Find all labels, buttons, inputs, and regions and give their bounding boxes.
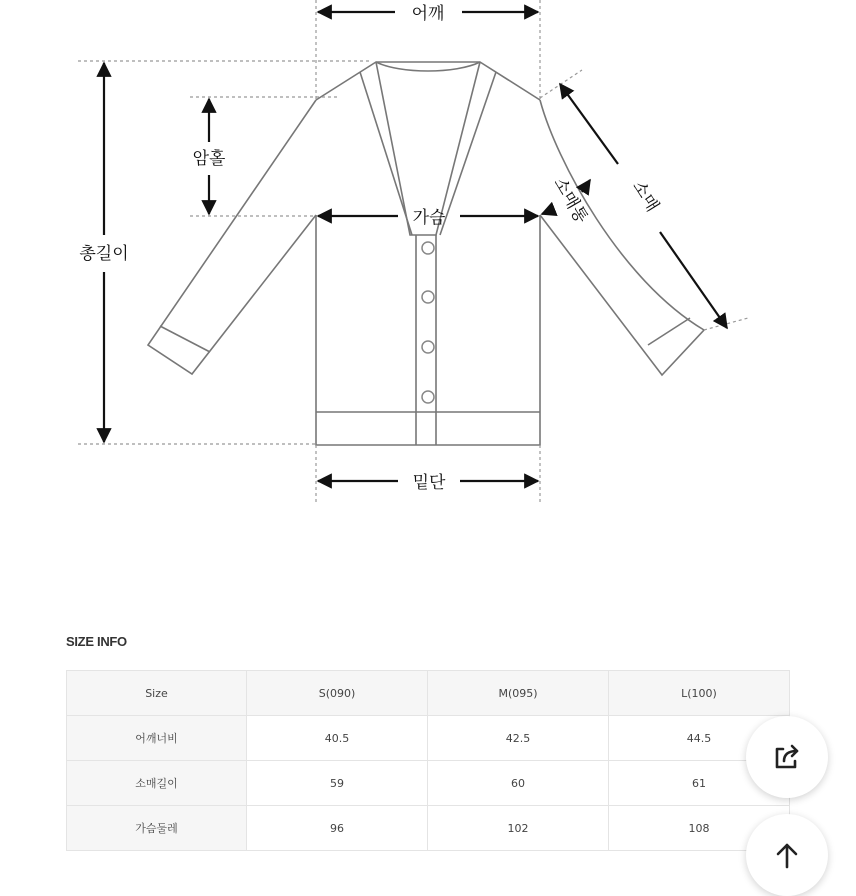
row-label: 어깨너비: [67, 716, 247, 761]
cardigan-button-3: [422, 341, 434, 353]
header-size: Size: [67, 671, 247, 716]
cardigan-button-4: [422, 391, 434, 403]
total-length-label: 총길이: [79, 244, 129, 264]
row-label: 소매길이: [67, 761, 247, 806]
hem-label: 밑단: [412, 473, 446, 493]
table-cell: 44.5: [609, 716, 790, 761]
sleeve-width-label: 소매통: [549, 174, 592, 227]
size-info-table: [66, 670, 790, 851]
sleeve-arrow-bottom: [660, 232, 727, 328]
share-button[interactable]: [746, 716, 828, 798]
chest-label: 가슴: [412, 208, 446, 228]
header-l: L(100): [609, 671, 790, 716]
sleeve-width-arrow-bottom: [542, 210, 552, 214]
table-cell: 40.5: [247, 716, 428, 761]
table-row: [67, 806, 790, 851]
table-cell: 108: [609, 806, 790, 851]
cardigan-button-2: [422, 291, 434, 303]
shoulder-label: 어깨: [411, 4, 445, 24]
size-info-title: SIZE INFO: [66, 634, 127, 649]
table-cell: 102: [428, 806, 609, 851]
sleeve-arrow-top: [560, 84, 618, 164]
table-cell: 59: [247, 761, 428, 806]
table-cell: 96: [247, 806, 428, 851]
table-row: [67, 716, 790, 761]
guide-lines: [78, 0, 748, 505]
scroll-top-button[interactable]: [746, 814, 828, 896]
header-s: S(090): [247, 671, 428, 716]
table-cell: 60: [428, 761, 609, 806]
arrow-up-icon: [769, 837, 805, 873]
sleeve-label: 소매: [628, 177, 663, 216]
table-cell: 42.5: [428, 716, 609, 761]
cardigan-button-1: [422, 242, 434, 254]
table-cell: 61: [609, 761, 790, 806]
header-m: M(095): [428, 671, 609, 716]
table-header-row: [67, 671, 790, 716]
share-icon: [769, 739, 805, 775]
row-label: 가슴둘레: [67, 806, 247, 851]
armhole-label: 암홀: [192, 149, 226, 169]
placket-buttons: [422, 242, 434, 403]
sleeve-width-arrow-top: [582, 180, 590, 192]
table-row: [67, 761, 790, 806]
